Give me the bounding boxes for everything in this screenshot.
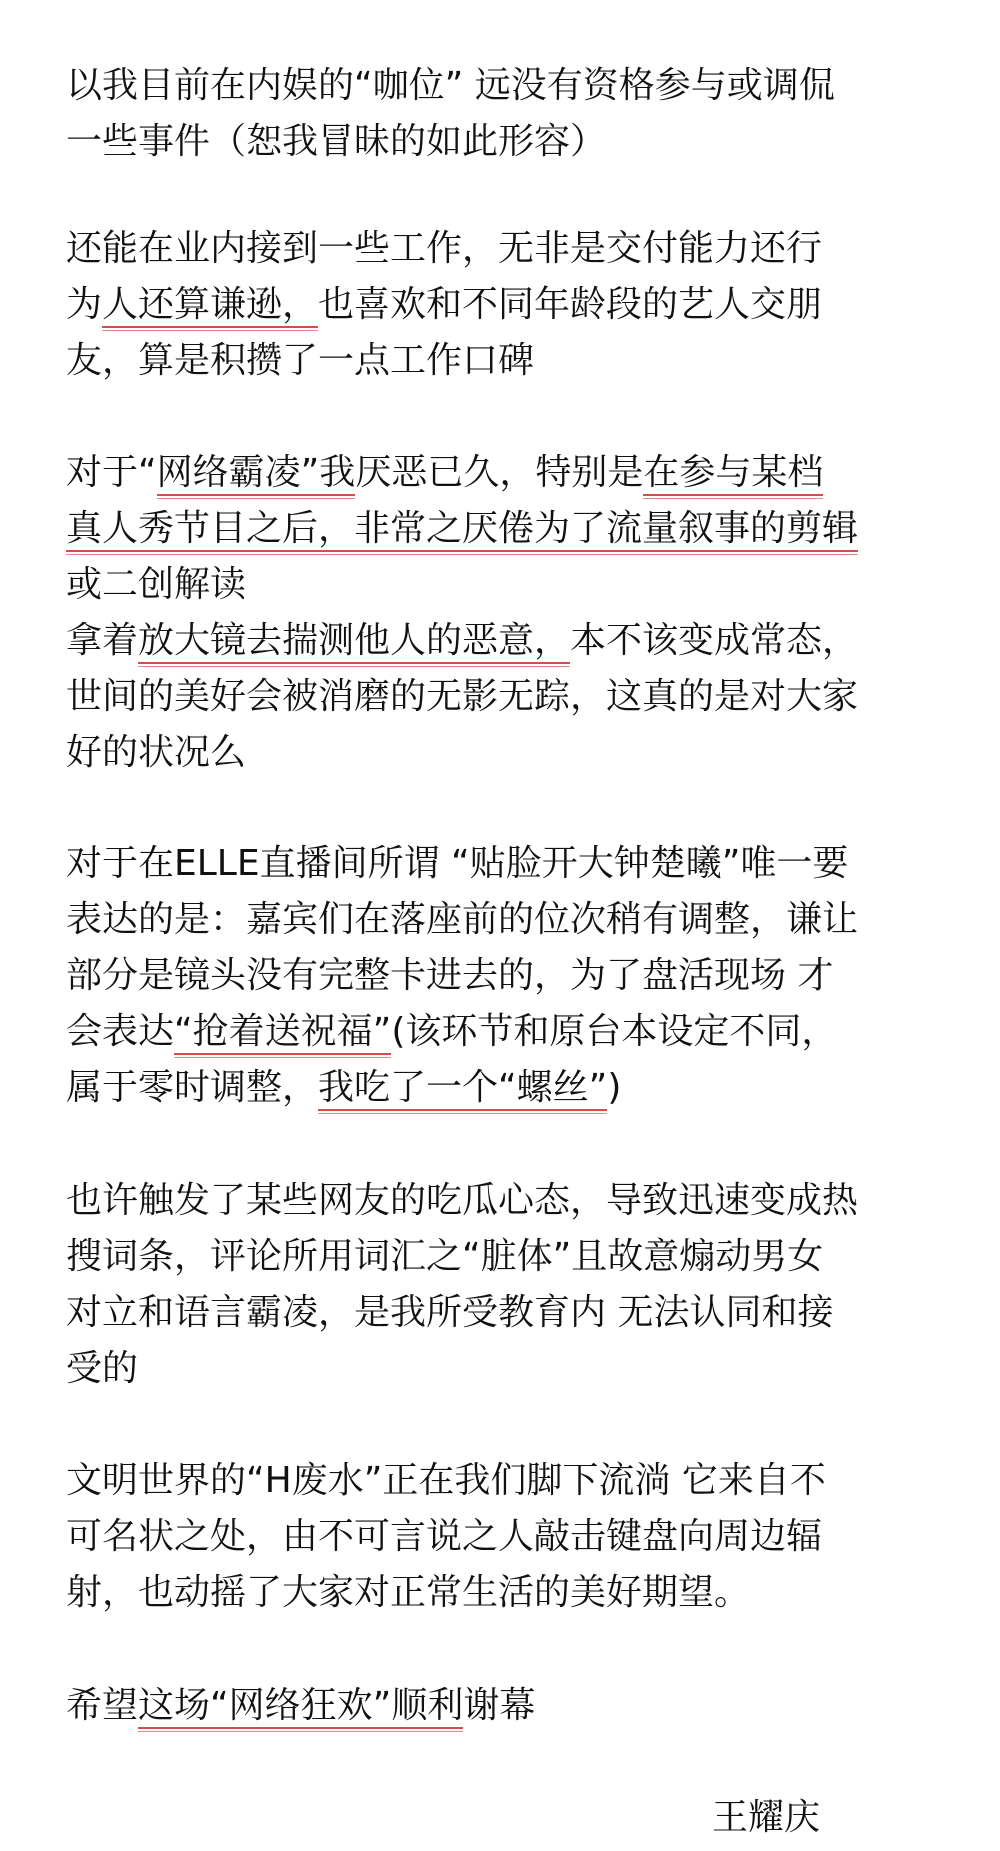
text-line: [66, 1678, 966, 1734]
text-segment: 文明世界的“H废水”正在我们脚下流淌 它来自不: [66, 1460, 826, 1501]
paragraph-6: [66, 1453, 966, 1621]
text-line: [66, 1453, 966, 1509]
text-segment: 会表达: [66, 1011, 175, 1052]
paragraph-7: [66, 1678, 966, 1734]
underlined-text: 网络霸凌”我: [156, 452, 356, 493]
underlined-text: “抢着送祝福”: [174, 1011, 392, 1052]
text-segment: 希望: [66, 1685, 139, 1726]
text-segment: 射，也动摇了大家对正常生活的美好期望。: [66, 1572, 751, 1613]
signature: 王耀庆: [712, 1797, 821, 1838]
underlined-text: 真人秀节目之后，: [66, 508, 355, 549]
text-segment: 世间的美好会被消磨的无影无踪，这真的是对大家: [66, 676, 859, 717]
underlined-text: 放大镜去揣测他人的恶意，: [138, 620, 571, 661]
text-line: [66, 669, 966, 725]
text-line: [66, 221, 966, 277]
underlined-text: 在参与某档: [643, 452, 824, 493]
text-line: [66, 1341, 966, 1397]
text-line: [66, 1229, 966, 1285]
text-line: [66, 1565, 966, 1621]
text-line: [66, 1004, 966, 1060]
text-segment: 拿着: [66, 620, 139, 661]
text-segment: 对立和语言霸凌，是我所受教育内 无法认同和接: [66, 1292, 834, 1333]
underlined-text: 我吃了一个“螺丝”: [318, 1067, 608, 1108]
text-line: [66, 114, 966, 170]
text-segment: 或二创解读: [66, 564, 247, 605]
text-segment: 可名状之处，由不可言说之人敲击键盘向周边辐: [66, 1516, 823, 1557]
text-segment: 也喜欢和不同年龄段的艺人交朋: [318, 284, 823, 325]
text-segment: 一些事件（恕我冒昧的如此形容）: [66, 121, 607, 162]
text-line: [66, 1285, 966, 1341]
text-segment: 搜词条，评论所用词汇之“脏体”且故意煽动男女: [66, 1236, 824, 1277]
text-line: [66, 892, 966, 948]
paragraph-2: [66, 221, 966, 389]
text-line: [66, 58, 966, 114]
text-line: [66, 725, 966, 781]
text-line: [66, 277, 966, 333]
text-segment: 友，算是积攒了一点工作口碑: [66, 340, 535, 381]
paragraph-1: [66, 58, 966, 170]
text-segment: 对于在ELLE直播间所谓 “贴脸开大钟楚曦”唯一要: [66, 843, 849, 884]
text-segment: 本不该变成常态，: [570, 620, 859, 661]
text-segment: 以我目前在内娱的“咖位” 远没有资格参与或调侃: [66, 65, 835, 106]
text-line: [66, 557, 966, 613]
underlined-text: 人还算谦逊，: [102, 284, 319, 325]
text-segment: 好的状况么: [66, 732, 247, 773]
text-line: [66, 1173, 966, 1229]
text-segment: 厌恶已久，特别是: [355, 452, 644, 493]
text-line: [66, 1060, 966, 1116]
text-line: [66, 948, 966, 1004]
text-segment: 部分是镜头没有完整卡进去的，为了盘活现场 才: [66, 955, 834, 996]
text-line: [66, 613, 966, 669]
underlined-text: 这场“网络狂欢”顺利: [138, 1685, 464, 1726]
text-segment: 还能在业内接到一些工作，无非是交付能力还行: [66, 228, 823, 269]
text-segment: 为: [66, 284, 103, 325]
text-line: [66, 1509, 966, 1565]
text-segment: 表达的是：嘉宾们在落座前的位次稍有调整，谦让: [66, 899, 859, 940]
text-segment: (该环节和原台本设定不同，: [391, 1011, 838, 1052]
paragraph-4: [66, 836, 966, 1116]
text-segment: ): [607, 1067, 622, 1108]
underlined-text: 非常之厌倦为了流量叙事的剪辑: [354, 508, 859, 549]
text-line: [66, 333, 966, 389]
text-segment: 谢幕: [463, 1685, 536, 1726]
paragraph-3: [66, 445, 966, 781]
text-line: [66, 836, 966, 892]
text-segment: 也许触发了某些网友的吃瓜心态，导致迅速变成热: [66, 1180, 859, 1221]
text-line: [66, 501, 966, 557]
text-segment: 受的: [66, 1348, 139, 1389]
text-segment: 属于零时调整，: [66, 1067, 319, 1108]
text-line: [66, 445, 966, 501]
paragraph-5: [66, 1173, 966, 1397]
text-segment: 对于“: [66, 452, 157, 493]
